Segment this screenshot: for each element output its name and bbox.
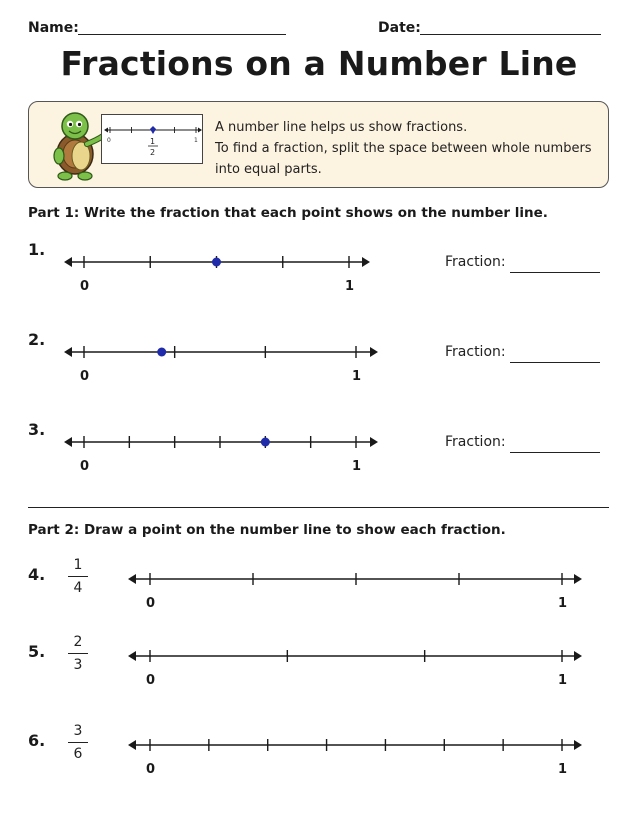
date-label: Date: [378,20,421,36]
question-number: 3. [28,420,46,439]
q2-label-end: 1 [352,369,362,384]
q6-right-arrow [574,740,582,750]
q4-right-arrow [574,574,582,584]
q4-number-line[interactable] [128,569,582,589]
q1-number-line[interactable] [64,252,370,272]
q3-left-arrow [64,437,72,447]
answer-field[interactable] [510,452,600,453]
part2-heading: Part 2: Draw a point on the number line to show each fraction. [28,522,506,538]
mini-label-end: 1 [194,137,198,144]
q2-label-start: 0 [80,369,90,384]
q1-point [212,258,221,267]
q2-number-line[interactable] [64,342,378,362]
fraction-bar [68,742,88,743]
q5-number-line[interactable] [128,646,582,666]
fraction-bar [68,576,88,577]
name-field[interactable] [78,34,286,35]
fraction-denominator: 6 [73,746,83,762]
fraction-label: Fraction: [445,434,506,450]
answer-field[interactable] [510,272,600,273]
part1-heading: Part 1: Write the fraction that each point shows on the number line. [28,205,548,221]
q4-label-end: 1 [558,596,568,611]
name-label: Name: [28,20,79,36]
q6-left-arrow [128,740,136,750]
q5-label-start: 0 [146,673,156,688]
fraction-bar [68,653,88,654]
q6-label-end: 1 [558,762,568,777]
q2-right-arrow [370,347,378,357]
q1-right-arrow [362,257,370,267]
info-text [215,117,592,180]
answer-field[interactable] [510,362,600,363]
q1-left-arrow [64,257,72,267]
info-box [28,101,609,188]
mini-number-line-board [101,114,203,164]
question-number: 4. [28,565,46,584]
q5-right-arrow [574,651,582,661]
q5-label-end: 1 [558,673,568,688]
q4-label-start: 0 [146,596,156,611]
section-divider [28,507,609,508]
fraction-label: Fraction: [445,344,506,360]
target-fraction [68,634,88,673]
question-number: 6. [28,731,46,750]
date-field[interactable] [420,34,601,35]
target-fraction [68,557,88,596]
fraction-denominator: 3 [73,657,83,673]
q3-label-start: 0 [80,459,90,474]
q3-point [261,438,270,447]
q4-left-arrow [128,574,136,584]
question-number: 2. [28,330,46,349]
q5-left-arrow [128,651,136,661]
q1-label-end: 1 [345,279,355,294]
q6-label-start: 0 [146,762,156,777]
mini-point [150,126,156,134]
fraction-numerator: 2 [73,634,83,650]
info-line-2: To find a fraction, split the space between whole numbers [215,141,592,156]
mini-fraction-denominator: 2 [150,148,156,157]
page-title: Fractions on a Number Line [60,44,578,83]
question-number: 5. [28,642,46,661]
q2-left-arrow [64,347,72,357]
fraction-denominator: 4 [73,580,83,596]
q6-number-line[interactable] [128,735,582,755]
q2-point [157,348,166,357]
mini-label-start: 0 [107,137,111,144]
mini-fraction-numerator: 1 [150,137,156,146]
fraction-numerator: 3 [73,723,83,739]
q3-number-line[interactable] [64,432,378,452]
fraction-numerator: 1 [73,557,83,573]
info-line-1: A number line helps us show fractions. [215,120,468,135]
target-fraction [68,723,88,762]
q3-right-arrow [370,437,378,447]
q1-label-start: 0 [80,279,90,294]
info-line-3: into equal parts. [215,162,322,177]
fraction-label: Fraction: [445,254,506,270]
question-number: 1. [28,240,46,259]
q3-label-end: 1 [352,459,362,474]
